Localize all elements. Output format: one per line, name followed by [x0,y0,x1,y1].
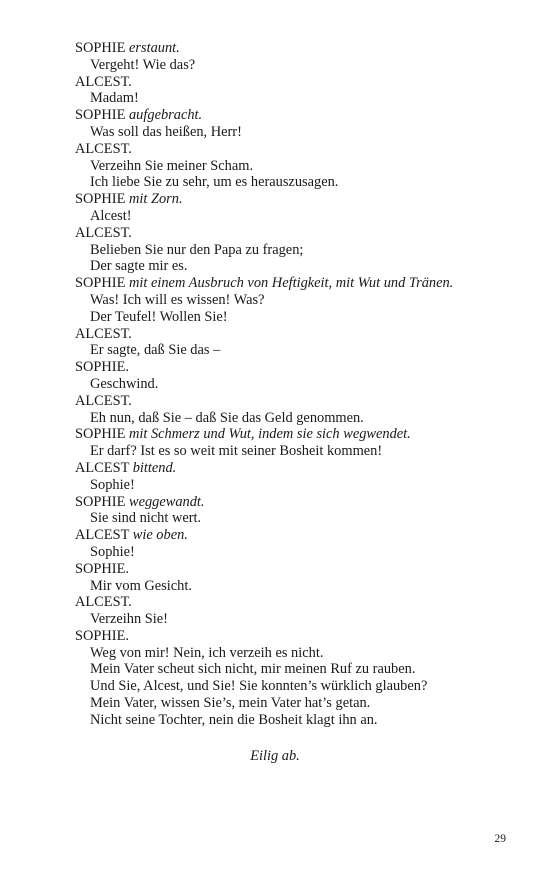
stage-direction-exit: Eilig ab. [250,748,300,764]
speaker-name: ALCEST. [75,140,132,157]
dialogue-line: Was soll das heißen, Herr! [90,123,242,140]
speaker-name: ALCEST [75,527,130,544]
speaker-line [75,393,515,410]
speaker-name: SOPHIE. [75,359,129,376]
dialogue-line: Madam! [90,90,139,107]
speaker-line [75,225,515,242]
stage-direction: weggewandt. [128,493,205,510]
speaker-line [75,460,515,477]
speaker-name: SOPHIE [75,493,126,510]
dialogue-line: Und Sie, Alcest, und Sie! Sie konnten’s würklich glauben? [90,678,428,695]
dialogue-line: Sie sind nicht wert. [90,510,202,527]
dialogue-line: Er sagte, daß Sie das – [90,342,221,359]
dialogue-line: Alcest! [90,207,132,224]
dialogue-line: Er darf? Ist es so weit mit seiner Bosheit kommen! [90,443,383,460]
speaker-name: SOPHIE. [75,627,129,644]
dialogue-line: Nicht seine Tochter, nein die Bosheit klagt ihn an. [90,711,378,728]
dialogue-line: Mein Vater, wissen Sie’s, mein Vater hat’s getan. [90,695,371,712]
dialogue-line: Weg von mir! Nein, ich verzeih es nicht. [90,644,324,661]
speaker-name: ALCEST. [75,325,132,342]
dialogue-line: Eh nun, daß Sie – daß Sie das Geld genommen. [90,409,364,426]
speaker-name: SOPHIE [75,107,126,124]
speaker-name: ALCEST. [75,594,132,611]
speaker-line [75,527,515,544]
stage-direction: wie oben. [132,527,188,544]
speaker-line [75,107,515,124]
dialogue-line: Verzeihn Sie meiner Scham. [90,157,254,174]
stage-direction: aufgebracht. [128,107,203,124]
speaker-line [75,141,515,158]
speaker-line [75,74,515,91]
stage-direction: mit Schmerz und Wut, indem sie sich wegwendet. [128,426,411,443]
dialogue-line: Der Teufel! Wollen Sie! [90,308,228,325]
speaker-line [75,326,515,343]
dialogue-line: Mir vom Gesicht. [90,577,192,594]
page-number: 29 [494,833,506,845]
speaker-line [75,40,515,57]
speaker-name: ALCEST. [75,73,132,90]
stage-direction: bittend. [132,459,177,476]
dialogue-line: Sophie! [90,543,135,560]
dialogue-block [75,40,515,729]
speaker-name: SOPHIE. [75,560,129,577]
speaker-line [75,494,515,511]
stage-direction: erstaunt. [128,40,180,56]
dialogue-line: Ich liebe Sie zu sehr, um es herauszusagen. [90,174,339,191]
speaker-line [75,628,515,645]
speaker-name: ALCEST. [75,224,132,241]
dialogue-line: Mein Vater scheut sich nicht, mir meinen Ruf zu rauben. [90,661,416,678]
dialogue-line: Vergeht! Wie das? [90,56,196,73]
dialogue-line: Was! Ich will es wissen! Was? [90,291,265,308]
dialogue-line: Geschwind. [90,375,159,392]
speaker-name: SOPHIE [75,40,126,56]
speaker-name: SOPHIE [75,191,126,208]
speaker-name: ALCEST. [75,392,132,409]
speaker-line [75,594,515,611]
speaker-name: SOPHIE [75,275,126,292]
speaker-line [75,275,515,292]
stage-direction: mit Zorn. [128,191,183,208]
speaker-line [75,561,515,578]
speaker-name: ALCEST [75,459,130,476]
speaker-name: SOPHIE [75,426,126,443]
speaker-line [75,359,515,376]
dialogue-line: Verzeihn Sie! [90,611,168,628]
dialogue-line: Belieben Sie nur den Papa zu fragen; [90,241,304,258]
dialogue-line: Der sagte mir es. [90,258,188,275]
dialogue-line: Sophie! [90,476,135,493]
stage-direction: mit einem Ausbruch von Heftigkeit, mit Wut und Tränen. [128,275,454,292]
speaker-line [75,426,515,443]
speaker-line [75,191,515,208]
